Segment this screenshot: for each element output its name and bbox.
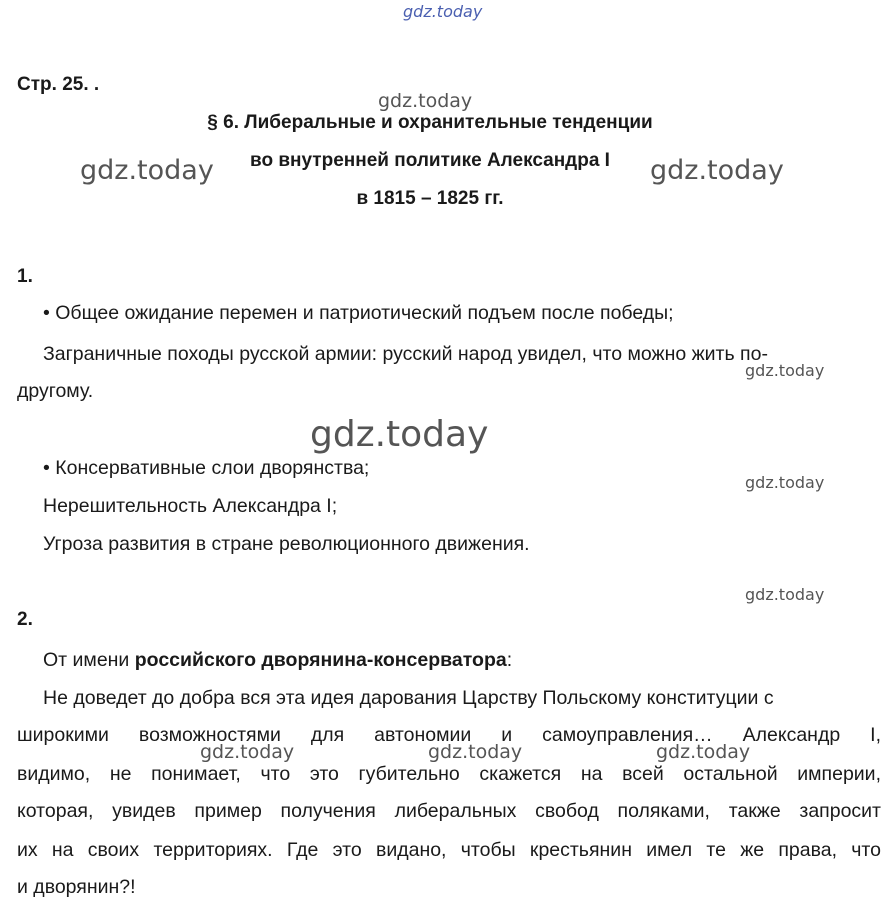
watermark: gdz.today — [428, 741, 523, 763]
watermark: gdz.today — [378, 90, 473, 112]
task-1-line: другому. — [17, 380, 94, 402]
watermark: gdz.today — [650, 155, 784, 186]
task-2-line: видимо, не понимает, что это губительно скажется на всей остальной империи, — [17, 763, 881, 785]
task-2-line: которая, увидев пример получения либеральных свобод поляками, также запросит — [17, 800, 881, 822]
page-reference: Стр. 25. . — [17, 74, 100, 95]
intro-prefix: От имени — [43, 649, 135, 671]
task-1-line: Нерешительность Александра I; — [43, 495, 338, 517]
task-1-line: • Консервативные слои дворянства; — [43, 457, 370, 479]
task-2-line: Не доведет до добра вся эта идея дарования Царству Польскому конституции с — [43, 687, 774, 709]
watermark: gdz.today — [745, 473, 825, 492]
watermark: gdz.today — [310, 414, 489, 455]
task-1-line: Заграничные походы русской армии: русский народ увидел, что можно жить по- — [43, 343, 768, 365]
watermark-top: gdz.today — [403, 2, 483, 21]
watermark: gdz.today — [80, 155, 214, 186]
intro-suffix: : — [506, 649, 513, 671]
watermark: gdz.today — [745, 585, 825, 604]
watermark: gdz.today — [656, 741, 751, 763]
watermark: gdz.today — [745, 361, 825, 380]
task-2-line: их на своих территориях. Где это видано, чтобы крестьянин имел те же права, что — [17, 839, 881, 861]
task-1-line: Угроза развития в стране революционного движения. — [43, 533, 530, 555]
task-2-number: 2. — [17, 609, 33, 630]
task-1-line: • Общее ожидание перемен и патриотический подъем после победы; — [43, 302, 674, 324]
task-2-intro — [43, 649, 512, 672]
section-title-line-1: § 6. Либеральные и охранительные тенденции — [207, 112, 653, 133]
task-2-line: широкими возможностями для автономии и самоуправления… Александр I, — [17, 724, 881, 746]
intro-bold: российского дворянина-консерватора — [134, 649, 507, 671]
section-title-line-3: в 1815 – 1825 гг. — [356, 188, 504, 209]
watermark: gdz.today — [200, 741, 295, 763]
section-title-line-2: во внутренней политике Александра I — [250, 150, 610, 171]
task-2-last-line: и дворянин?! — [17, 876, 136, 898]
task-1-number: 1. — [17, 266, 33, 287]
